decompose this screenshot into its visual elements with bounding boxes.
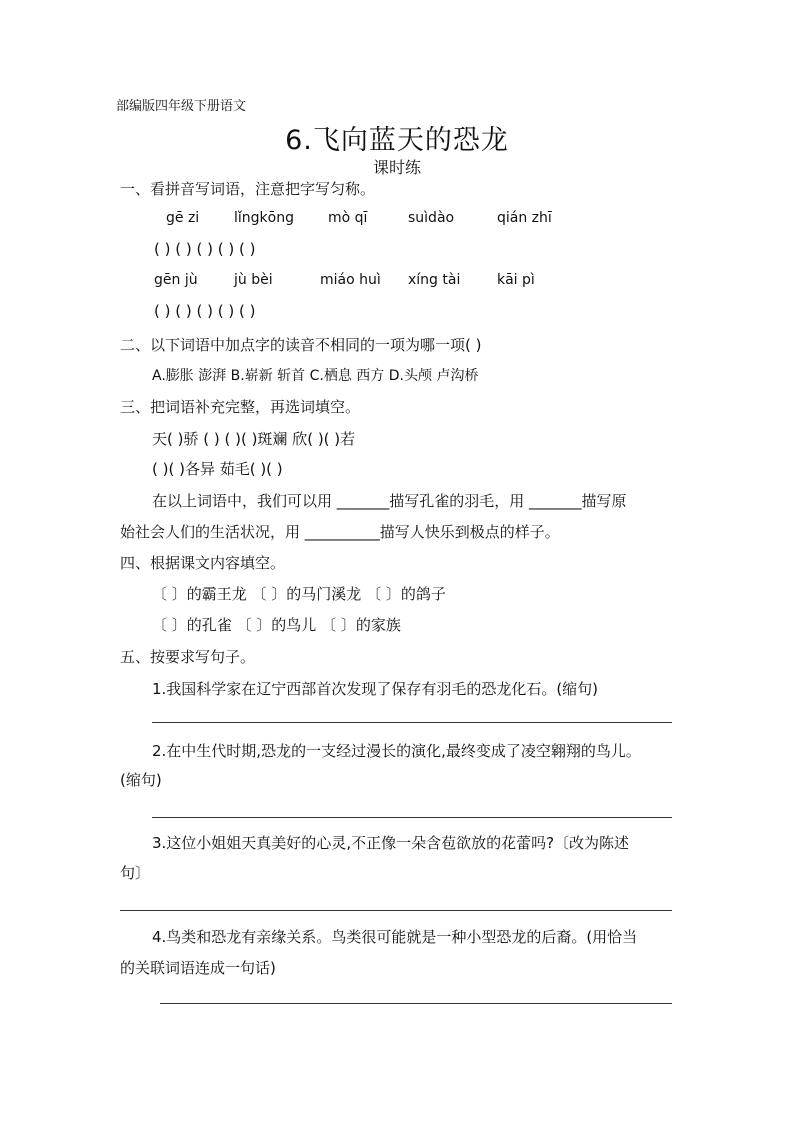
answer-line-3[interactable] xyxy=(120,910,672,911)
pinyin-8: miáo huì xyxy=(320,272,381,288)
pinyin-9: xíng tài xyxy=(408,272,461,288)
answer-line-4[interactable] xyxy=(160,1003,672,1004)
section-3-row-1[interactable]: 天( )骄 ( ) ( )( )斑斓 欣( )( )若 xyxy=(152,430,356,448)
question-4-line-2: 的关联词语连成一句话) xyxy=(120,959,276,977)
section-3-para-2: 始社会人们的生活状况，用 __________描写人快乐到极点的样子。 xyxy=(120,523,560,541)
section-2-options: A.膨胀 澎湃 B.崭新 斩首 C.栖息 西方 D.头颅 卢沟桥 xyxy=(152,368,479,384)
pinyin-4: suìdào xyxy=(408,210,455,226)
pinyin-2: lǐngkōng xyxy=(234,210,294,226)
section-4-heading: 四、根据课文内容填空。 xyxy=(120,554,286,572)
question-3-line-1: 3.这位小姐姐天真美好的心灵,不正像一朵含苞欲放的花蕾吗?〔改为陈述 xyxy=(152,834,630,852)
pinyin-10: kāi pì xyxy=(497,272,535,288)
question-3-line-2: 句〕 xyxy=(120,864,151,882)
question-2-line-1: 2.在中生代时期,恐龙的一支经过漫长的演化,最终变成了凌空翱翔的鸟儿。 xyxy=(152,742,641,760)
page-title: 6.飞向蓝天的恐龙 xyxy=(285,125,509,156)
pinyin-5: qián zhī xyxy=(497,210,552,226)
answer-line-1[interactable] xyxy=(152,722,672,723)
section-1-heading: 一、看拼音写词语，注意把字写匀称。 xyxy=(120,180,376,198)
answer-parens-row-1[interactable]: ( ) ( ) ( ) ( ) ( ) xyxy=(154,240,256,258)
pinyin-3: mò qī xyxy=(328,210,368,226)
pinyin-7: jù bèi xyxy=(234,272,273,288)
section-3-heading: 三、把词语补充完整，再选词填空。 xyxy=(120,398,361,416)
section-2-heading: 二、以下词语中加点字的读音不相同的一项为哪一项( ) xyxy=(120,336,482,354)
question-1: 1.我国科学家在辽宁西部首次发现了保存有羽毛的恐龙化石。(缩句) xyxy=(152,680,599,698)
section-3-para-1: 在以上词语中，我们可以用 _______描写孔雀的羽毛，用 _______描写原 xyxy=(152,492,627,510)
section-4-row-1[interactable]: 〔 〕的霸王龙 〔 〕的马门溪龙 〔 〕的鸽子 xyxy=(152,585,446,603)
answer-parens-row-2[interactable]: ( ) ( ) ( ) ( ) ( ) xyxy=(154,302,256,320)
pinyin-6: gēn jù xyxy=(154,272,198,288)
question-2-line-2: (缩句) xyxy=(120,771,162,789)
page-subtitle: 课时练 xyxy=(372,158,421,177)
question-4-line-1: 4.鸟类和恐龙有亲缘关系。鸟类很可能就是一种小型恐龙的后裔。(用恰当 xyxy=(152,928,638,946)
section-5-heading: 五、按要求写句子。 xyxy=(120,648,256,666)
answer-line-2[interactable] xyxy=(152,817,672,818)
header-note: 部编版四年级下册语文 xyxy=(116,99,247,114)
section-4-row-2[interactable]: 〔 〕的孔雀 〔 〕的鸟儿 〔 〕的家族 xyxy=(152,616,401,634)
section-3-row-2[interactable]: ( )( )各异 茹毛( )( ) xyxy=(152,460,283,478)
pinyin-1: gē zi xyxy=(166,210,200,226)
